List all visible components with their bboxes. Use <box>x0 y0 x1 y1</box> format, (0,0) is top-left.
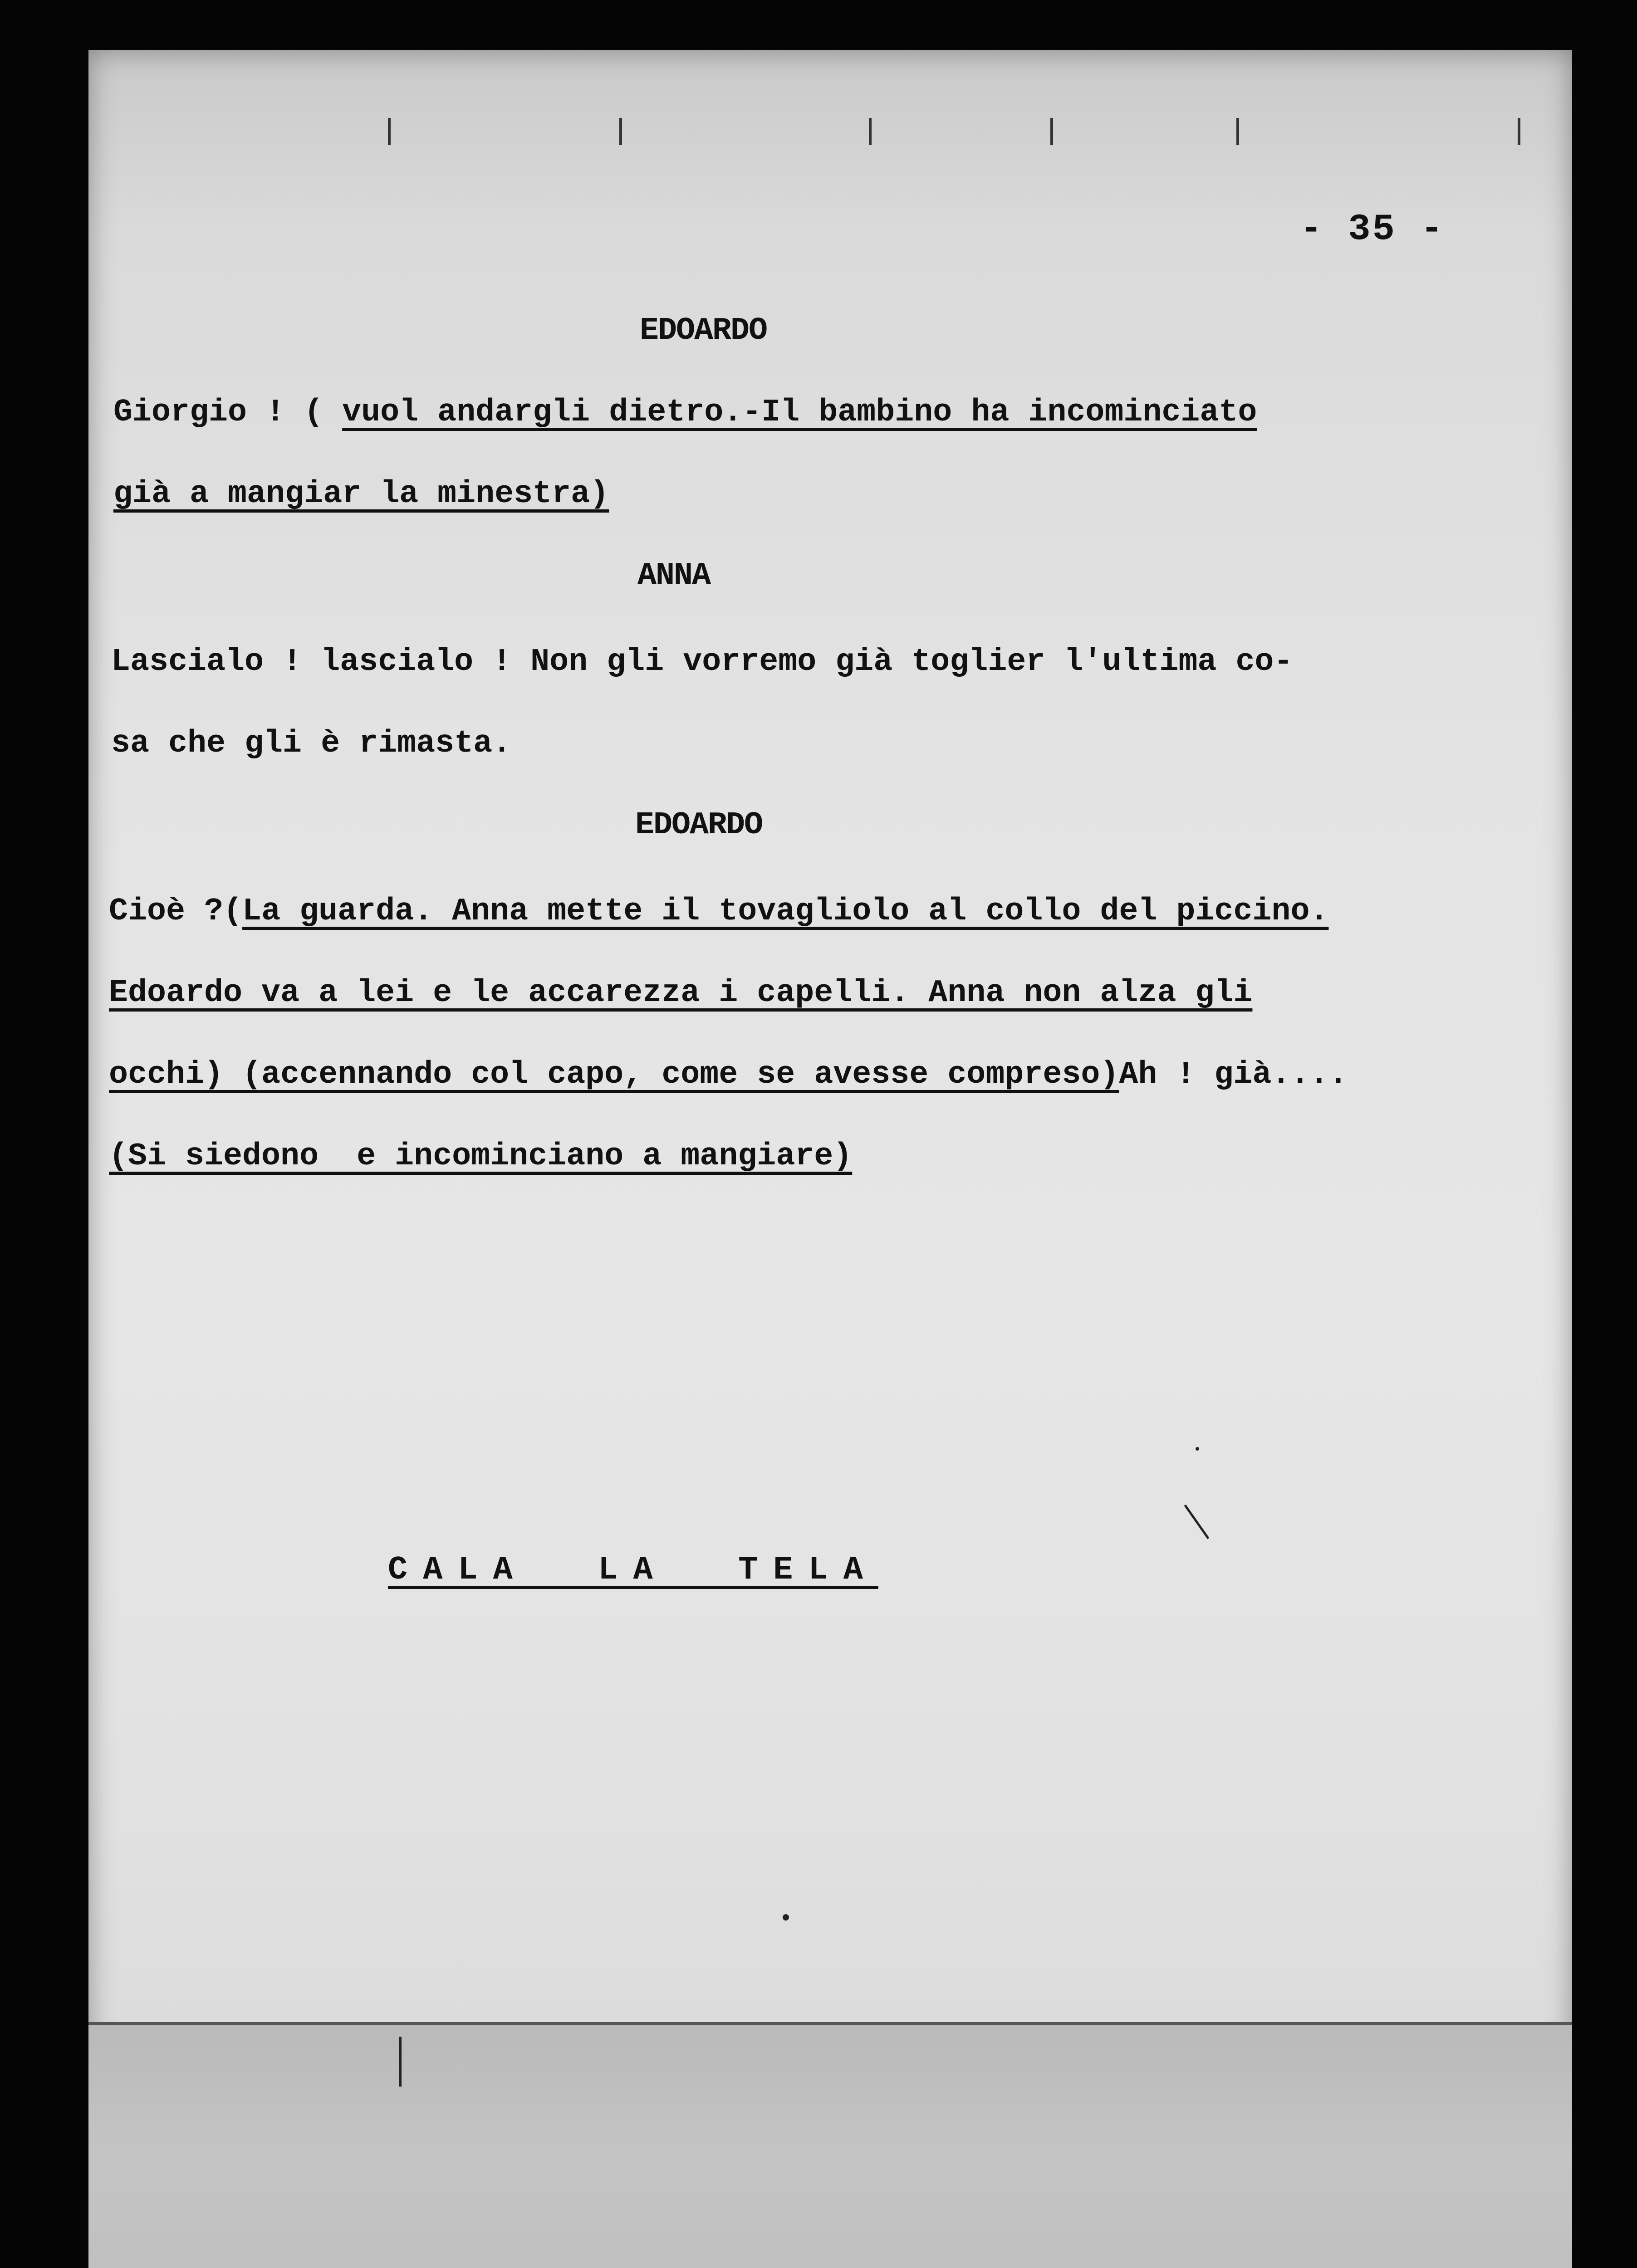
scan-mark <box>1184 1505 1210 1540</box>
stage-direction: Edoardo va a lei e le accarezza i capelli. Anna non alza gli <box>109 975 1253 1011</box>
dialogue-line <box>109 1059 1348 1091</box>
scan-mark <box>1196 1447 1199 1451</box>
scan-mark <box>783 1914 789 1921</box>
typewritten-page <box>88 50 1572 2268</box>
dialogue-line: Lascialo ! lascialo ! Non gli vorremo già toglier l'ultima co- <box>111 644 1293 680</box>
stage-direction: (Si siedono e incominciano a mangiare) <box>109 1139 853 1174</box>
curtain-line: CALA LA TELA <box>388 1551 878 1589</box>
dialogue-text: Cioè ?( <box>109 894 243 929</box>
stage-direction: occhi) (accennando col capo, come se avesse compreso) <box>109 1057 1119 1093</box>
scan-band-edge <box>88 2022 1572 2025</box>
stage-direction: già a mangiar la minestra) <box>113 476 609 512</box>
dialogue-line <box>109 975 1253 1011</box>
speaker-anna: ANNA <box>637 558 711 594</box>
scan-mark <box>399 2037 402 2087</box>
dialogue-text: Ah ! già.... <box>1119 1057 1348 1093</box>
dialogue-text: Giorgio ! ( <box>113 395 343 430</box>
dialogue-line: sa che gli è rimasta. <box>111 726 512 762</box>
stage-direction: vuol andargli dietro.-Il bambino ha incominciato <box>342 395 1257 430</box>
dialogue-line <box>113 476 609 512</box>
dialogue-line <box>109 896 1328 928</box>
stage-direction: La guarda. Anna mette il tovagliolo al collo del piccino. <box>242 894 1329 929</box>
page-number: - 35 - <box>1300 208 1445 250</box>
dialogue-line <box>113 397 1257 429</box>
speaker-edoardo: EDOARDO <box>635 807 763 843</box>
speaker-edoardo: EDOARDO <box>640 313 767 349</box>
dialogue-line <box>109 1141 852 1173</box>
scan-lower-band <box>88 2023 1572 2268</box>
paper-top-edge-marks <box>88 118 1572 154</box>
